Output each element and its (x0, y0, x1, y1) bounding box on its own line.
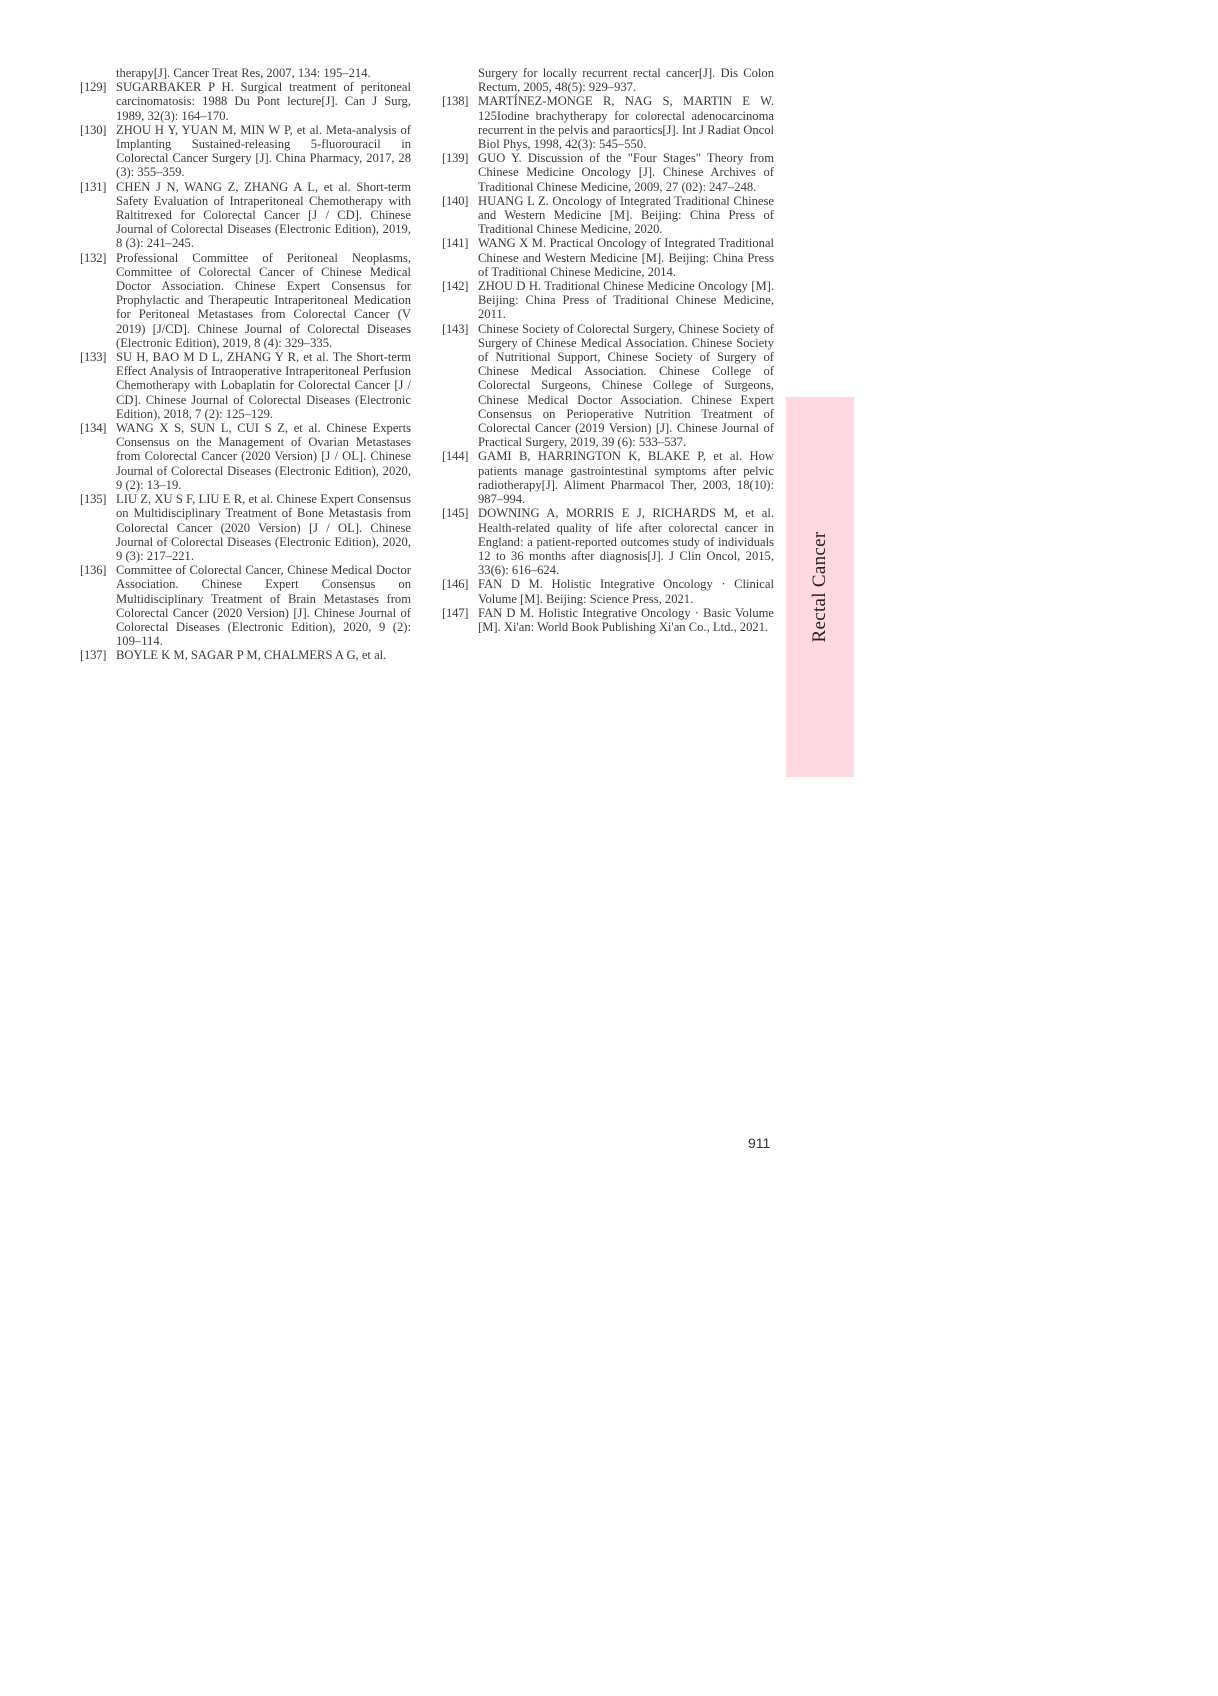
reference-text: BOYLE K M, SAGAR P M, CHALMERS A G, et al. (116, 648, 387, 663)
reference-number: [135] (80, 492, 107, 507)
reference-text: ZHOU H Y, YUAN M, MIN W P, et al. Meta-analysis of Implanting Sustained-releasing 5-fluorouracil in Colorectal Cancer Surgery [J]. China Pharmacy, 2017, 28 (3): 355–359. (116, 122, 411, 180)
reference-number: [130] (80, 122, 107, 137)
reference-continuation: Surgery for locally recurrent rectal cancer[J]. Dis Colon Rectum, 2005, 48(5): 929–937. (478, 66, 774, 95)
reference-number: [140] (442, 193, 469, 208)
reference-text: Professional Committee of Peritoneal Neoplasms, Committee of Colorectal Cancer of Chinese Medical Doctor Association. Chinese Expert Consensus for Prophylactic and Therapeutic Intraperitoneal Medication for Peritoneal Metastases from Colorectal Cancer (V 2019) [J/CD]. Chinese Journal of Colorectal Diseases (Electronic Edition), 2019, 8 (4): 329–335. (116, 250, 411, 350)
reference-text: HUANG L Z. Oncology of Integrated Traditional Chinese and Western Medicine [M]. Beijing: China Press of Traditional Chinese Medicine, 2020. (478, 193, 774, 237)
reference-text: Committee of Colorectal Cancer, Chinese Medical Doctor Association. Chinese Expert Consensus on Multidisciplinary Treatment of Brain Metastases from Colorectal Cancer (2020 Version) [J]. Chinese Journal of Colorectal Diseases (Electronic Edition), 2020, 9 (2): 109–114. (116, 563, 411, 649)
reference-text: DOWNING A, MORRIS E J, RICHARDS M, et al. Health-related quality of life after colorectal cancer in England: a patient-reported outcomes study of individuals 12 to 36 months after diagnosis[J]. J Clin Oncol, 2015, 33(6): 616–624. (478, 506, 774, 578)
reference-number: [132] (80, 250, 107, 265)
reference-number: [137] (80, 648, 107, 663)
reference-text: FAN D M. Holistic Integrative Oncology · Clinical Volume [M]. Beijing: Science Press, 2021. (478, 577, 774, 606)
reference-item (442, 606, 774, 634)
reference-text: WANG X S, SUN L, CUI S Z, et al. Chinese Experts Consensus on the Management of Ovarian Metastases from Colorectal Cancer (2020 Version) [J / OL]. Chinese Journal of Colorectal Diseases (Electronic Edition), 2020, 9 (2): 13–19. (116, 421, 411, 492)
reference-item (80, 80, 411, 123)
reference-column-left (80, 66, 411, 663)
reference-text: ZHOU D H. Traditional Chinese Medicine Oncology [M]. Beijing: China Press of Traditional Chinese Medicine, 2011. (478, 279, 774, 322)
chapter-side-tab (786, 397, 854, 777)
reference-number: [138] (442, 94, 469, 109)
reference-text: FAN D M. Holistic Integrative Oncology · Basic Volume [M]. Xi'an: World Book Publishing Xi'an Co., Ltd., 2021. (478, 605, 774, 634)
reference-text: GAMI B, HARRINGTON K, BLAKE P, et al. How patients manage gastrointestinal symptoms after pelvic radiotherapy[J]. Aliment Pharmacol Ther, 2003, 18(10): 987–994. (478, 449, 774, 507)
reference-item (80, 563, 411, 648)
reference-item (442, 506, 774, 577)
reference-number: [145] (442, 506, 469, 521)
reference-item (442, 151, 774, 194)
reference-text: CHEN J N, WANG Z, ZHANG A L, et al. Short-term Safety Evaluation of Intraperitoneal Chemotherapy with Raltitrexed for Colorectal Cancer [J / CD]. Chinese Journal of Colorectal Diseases (Electronic Edition), 2019, 8 (3): 241–245. (116, 179, 411, 251)
reference-number: [144] (442, 449, 469, 464)
reference-text: Chinese Society of Colorectal Surgery, Chinese Society of Surgery of Chinese Medical Association. Chinese Society of Nutritional Support, Chinese Society of Surgery of Chinese Medical Association. Chinese College of Colorectal Surgeons, Chinese College of Surgeons, Chinese Medical Doctor Association. Chinese Expert Consensus on Perioperative Nutrition Treatment of Colorectal Cancer (2019 Version) [J]. Chinese Journal of Practical Surgery, 2019, 39 (6): 533–537. (478, 321, 774, 450)
reference-number: [141] (442, 236, 469, 251)
reference-item (442, 449, 774, 506)
reference-number: [143] (442, 321, 469, 336)
reference-number: [146] (442, 577, 469, 592)
reference-item (80, 350, 411, 421)
reference-number: [134] (80, 421, 107, 436)
reference-number: [136] (80, 563, 107, 578)
reference-text: LIU Z, XU S F, LIU E R, et al. Chinese Expert Consensus on Multidisciplinary Treatment of Bone Metastasis from Colorectal Cancer (2020 Version) [J / OL]. Chinese Journal of Colorectal Diseases (Electronic Edition), 2020, 9 (3): 217–221. (116, 492, 411, 563)
chapter-tab-label: Rectal Cancer (809, 531, 830, 643)
reference-text: SU H, BAO M D L, ZHANG Y R, et al. The Short-term Effect Analysis of Intraoperative Intraperitoneal Perfusion Chemotherapy with Lobaplatin for Colorectal Cancer [J / CD]. Chinese Journal of Colorectal Diseases (Electronic Edition), 2018, 7 (2): 125–129. (116, 350, 411, 421)
reference-number: [131] (80, 179, 107, 194)
reference-item (80, 180, 411, 251)
reference-item (442, 322, 774, 450)
page-number: 911 (748, 1135, 771, 1151)
reference-text: WANG X M. Practical Oncology of Integrated Traditional Chinese and Western Medicine [M]. Beijing: China Press of Traditional Chinese Medicine, 2014. (478, 236, 774, 279)
reference-continuation: therapy[J]. Cancer Treat Res, 2007, 134: 195–214. (116, 66, 371, 80)
reference-item (80, 492, 411, 563)
reference-item (80, 251, 411, 350)
reference-text: GUO Y. Discussion of the "Four Stages" Theory from Chinese Medicine Oncology [J]. Chinese Archives of Traditional Chinese Medicine, 2009, 27 (02): 247–248. (478, 151, 774, 194)
reference-column-right (442, 66, 774, 634)
reference-item (442, 279, 774, 322)
reference-item (442, 236, 774, 279)
reference-number: [129] (80, 80, 107, 95)
reference-item (442, 577, 774, 605)
reference-item (80, 421, 411, 492)
reference-text: MARTÍNEZ-MONGE R, NAG S, MARTIN E W. 125Iodine brachytherapy for colorectal adenocarcinoma recurrent in the pelvis and paraortics[J]. Int J Radiat Oncol Biol Phys, 1998, 42(3): 545–550. (478, 94, 774, 152)
reference-text: SUGARBAKER P H. Surgical treatment of peritoneal carcinomatosis: 1988 Du Pont lecture[J]. Can J Surg, 1989, 32(3): 164–170. (116, 80, 411, 123)
reference-item (442, 194, 774, 237)
reference-item (80, 123, 411, 180)
reference-number: [142] (442, 279, 469, 294)
reference-number: [147] (442, 605, 469, 620)
reference-item (80, 648, 411, 662)
reference-number: [133] (80, 350, 107, 365)
reference-number: [139] (442, 151, 469, 166)
reference-item (442, 94, 774, 151)
